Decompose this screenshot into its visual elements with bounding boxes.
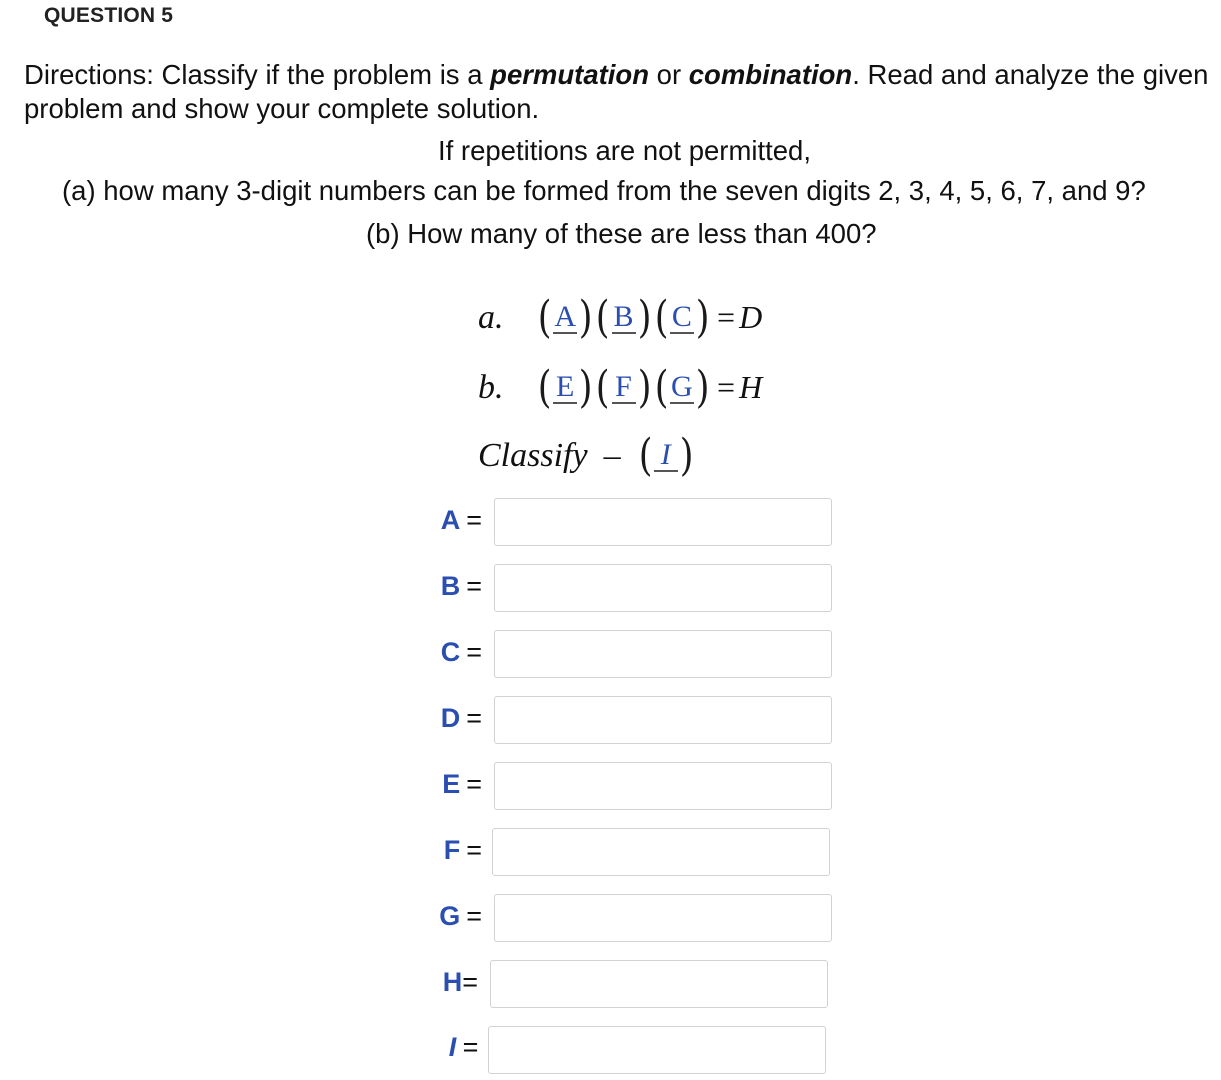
field-label-b: B =	[440, 571, 482, 601]
field-label-a: A =	[440, 505, 482, 535]
answer-input-h[interactable]	[490, 960, 828, 1008]
field-label-e: E =	[442, 769, 482, 799]
directions-text	[24, 58, 1214, 126]
formula-row-classify: Classify – ( I )	[478, 430, 694, 481]
classify-dash: –	[603, 436, 621, 474]
field-label-i: I =	[448, 1032, 478, 1062]
field-label-h: H=	[442, 967, 478, 997]
answer-input-g[interactable]	[494, 894, 832, 942]
formula-equals-b: =	[717, 369, 736, 405]
question-heading: QUESTION 5	[44, 4, 174, 27]
formula-var-g: G	[671, 369, 693, 403]
classify-word: Classify	[478, 436, 588, 474]
formula-var-c: C	[671, 299, 692, 333]
formula-equals-a: =	[717, 299, 736, 335]
problem-line-2: (a) how many 3-digit numbers can be formed from the seven digits 2, 3, 4, 5, 6, 7, and 9?	[62, 175, 1146, 206]
formula-row-b: b. ( E ) ( F ) ( G ) = H	[478, 362, 763, 413]
directions-suffix: . Read and analyze the given problem and show your complete solution.	[24, 59, 1209, 124]
formula-var-e: E	[553, 372, 577, 404]
formula-label-a: a.	[478, 298, 504, 336]
formula-result-h: H	[739, 369, 763, 405]
problem-line-1: If repetitions are not permitted,	[438, 135, 811, 166]
answer-input-a[interactable]	[494, 498, 832, 546]
answer-input-d[interactable]	[494, 696, 832, 744]
field-label-g: G =	[439, 901, 482, 931]
formula-row-a: a. ( A ) ( B ) ( C ) = D	[478, 292, 763, 343]
answer-input-b[interactable]	[494, 564, 832, 612]
field-label-d: D =	[440, 703, 482, 733]
field-label-f: F =	[443, 835, 482, 865]
term-permutation: permutation	[490, 59, 650, 90]
term-combination: combination	[688, 59, 853, 90]
answer-input-i[interactable]	[488, 1026, 826, 1074]
answer-input-f[interactable]	[492, 828, 830, 876]
formula-label-b: b.	[478, 368, 504, 406]
formula-var-a: A	[554, 299, 576, 333]
directions-middle: or	[649, 59, 689, 90]
problem-line-3: (b) How many of these are less than 400?	[366, 218, 877, 249]
formula-var-i: I	[654, 440, 678, 472]
field-label-c: C =	[440, 637, 482, 667]
answer-input-c[interactable]	[494, 630, 832, 678]
directions-prefix: Directions: Classify if the problem is a	[24, 59, 491, 90]
formula-result-d: D	[739, 299, 763, 335]
formula-var-f: F	[612, 372, 636, 404]
formula-var-b: B	[613, 299, 634, 333]
answer-input-e[interactable]	[494, 762, 832, 810]
